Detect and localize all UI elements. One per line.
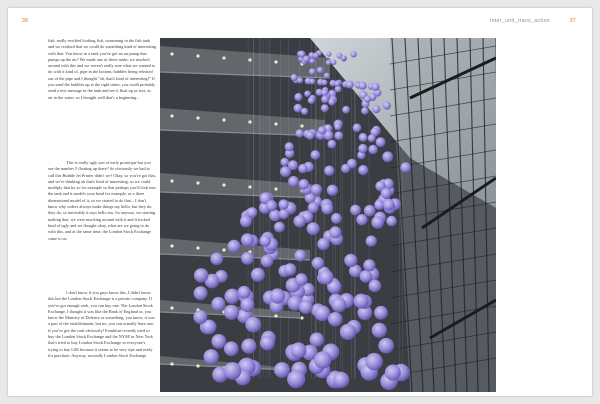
sphere xyxy=(211,334,226,349)
sphere xyxy=(308,97,315,104)
sphere xyxy=(368,145,377,154)
sphere xyxy=(385,365,401,381)
ceiling-light xyxy=(222,118,225,121)
sphere xyxy=(369,280,382,293)
folio-left: 36 xyxy=(22,18,29,24)
sphere xyxy=(296,129,304,137)
sphere xyxy=(310,333,324,347)
body-text-column-2 xyxy=(48,160,156,248)
ceiling-light xyxy=(248,58,251,61)
sphere xyxy=(358,144,367,153)
ceiling-light xyxy=(248,120,251,123)
sphere xyxy=(247,207,258,218)
sphere xyxy=(260,336,275,351)
sphere xyxy=(194,268,208,282)
ceiling-light xyxy=(222,56,225,59)
sphere xyxy=(311,150,321,160)
sphere xyxy=(294,93,302,101)
sphere xyxy=(372,105,380,113)
sphere xyxy=(335,86,342,93)
sphere xyxy=(327,185,338,196)
sphere xyxy=(291,342,307,358)
sphere xyxy=(359,82,367,90)
sphere xyxy=(224,362,242,380)
sphere xyxy=(378,338,394,354)
sphere xyxy=(363,259,375,271)
sphere xyxy=(350,51,356,57)
sphere xyxy=(372,323,387,338)
sphere xyxy=(364,96,371,103)
sphere xyxy=(328,99,335,106)
ceiling-light xyxy=(300,124,303,127)
folio-right: 37 xyxy=(569,18,576,24)
sphere xyxy=(354,294,369,309)
sphere xyxy=(366,353,383,370)
sphere xyxy=(303,55,310,62)
sphere xyxy=(241,252,254,265)
sphere xyxy=(341,164,350,173)
sphere xyxy=(294,250,306,262)
sphere xyxy=(284,263,297,276)
sphere xyxy=(331,59,337,65)
sphere xyxy=(211,297,225,311)
sphere xyxy=(261,255,274,268)
sphere xyxy=(270,288,285,303)
sphere xyxy=(317,67,324,74)
sphere xyxy=(274,362,290,378)
sphere xyxy=(304,91,311,98)
sphere xyxy=(306,131,315,140)
ceiling-light xyxy=(300,316,303,319)
sphere xyxy=(371,216,384,229)
sphere xyxy=(225,289,240,304)
sphere xyxy=(312,257,324,269)
ceiling-light xyxy=(196,364,199,367)
sphere xyxy=(238,286,251,299)
sphere xyxy=(309,78,315,84)
sphere xyxy=(356,214,367,225)
sphere xyxy=(241,233,254,246)
sphere xyxy=(353,123,362,132)
sphere xyxy=(285,142,294,151)
sphere xyxy=(313,53,319,59)
ceiling-light xyxy=(170,52,173,55)
sphere xyxy=(331,213,342,224)
sphere xyxy=(319,270,334,285)
sphere xyxy=(366,236,377,247)
ceiling-light xyxy=(274,60,277,63)
sphere xyxy=(245,317,261,333)
sphere xyxy=(193,310,207,324)
sphere xyxy=(288,160,298,170)
ceiling-light xyxy=(196,246,199,249)
sphere xyxy=(376,137,386,147)
sphere xyxy=(374,200,384,210)
sphere xyxy=(360,270,373,283)
ceiling-light xyxy=(274,122,277,125)
sphere xyxy=(344,254,357,267)
sphere xyxy=(317,238,329,250)
body-paragraph-3: I don't know if you guys know this, I didn't know this but the London Stock Exchange is a private company. If you've got enough cash, you can buy one. The London Stock Exchange, I thought it was like the Bank of England or, you know the Ministry of Defence or something, you know, it was a part of the establishment, but no, you can actually have one, if you've got the cash obviously! Frankfurt recently tried to buy the London Stock Exchange and the NYSE in New York that's tried to buy London Stock Exchange so everyone's trying to buy LSE because it seems to be very ripe and ready for purchase. Anyway, secondly London Stock Exchange xyxy=(48,290,155,358)
sphere xyxy=(334,123,341,130)
ceiling-light xyxy=(222,183,225,186)
sphere xyxy=(287,370,305,388)
sphere xyxy=(318,126,326,134)
atrium-photo-illustration xyxy=(160,38,496,392)
sphere xyxy=(240,298,254,312)
sphere xyxy=(326,52,331,57)
ceiling-light xyxy=(170,244,173,247)
sphere xyxy=(266,200,277,211)
running-title: inter_unit_trans_action xyxy=(490,18,550,24)
sphere xyxy=(371,83,379,91)
sphere xyxy=(259,235,271,247)
sphere xyxy=(301,108,308,115)
sphere xyxy=(360,134,368,142)
sphere xyxy=(334,131,343,140)
atrium-photo xyxy=(160,38,496,392)
ceiling-light xyxy=(170,179,173,182)
sphere xyxy=(364,205,376,217)
sphere xyxy=(291,74,298,81)
sphere xyxy=(321,203,333,215)
sphere xyxy=(194,286,208,300)
sphere xyxy=(382,151,393,162)
sphere xyxy=(322,80,328,86)
sphere xyxy=(311,184,322,195)
sphere xyxy=(279,209,289,219)
sphere xyxy=(331,297,346,312)
ceiling-light xyxy=(170,362,173,365)
sphere xyxy=(224,305,239,320)
ceiling-light xyxy=(196,181,199,184)
sphere xyxy=(400,162,411,173)
sphere xyxy=(383,199,395,211)
sphere xyxy=(309,68,316,75)
ceiling-light xyxy=(170,306,173,309)
sphere xyxy=(281,158,290,167)
sphere xyxy=(361,107,369,115)
ceiling-light xyxy=(196,54,199,57)
sphere xyxy=(307,222,320,235)
sphere xyxy=(358,165,368,175)
sphere xyxy=(288,176,299,187)
sphere xyxy=(308,202,319,213)
sphere xyxy=(333,372,349,388)
sphere xyxy=(346,81,354,89)
sphere xyxy=(321,95,329,103)
sphere xyxy=(328,140,337,149)
sphere xyxy=(299,300,313,314)
sphere xyxy=(278,199,288,209)
body-text-column-3 xyxy=(48,290,156,365)
sphere xyxy=(228,240,241,253)
body-text-column xyxy=(48,38,156,107)
ceiling-light xyxy=(274,314,277,317)
sphere xyxy=(340,324,356,340)
sphere xyxy=(350,205,361,216)
sphere xyxy=(374,306,388,320)
ceiling-light xyxy=(196,116,199,119)
sphere xyxy=(224,341,239,356)
ceiling-light xyxy=(170,114,173,117)
ceiling-light xyxy=(222,248,225,251)
ceiling-light xyxy=(274,187,277,190)
sphere xyxy=(294,215,306,227)
sphere xyxy=(299,179,310,190)
sphere xyxy=(321,104,329,112)
sphere xyxy=(341,55,346,60)
sphere xyxy=(210,253,223,266)
sphere xyxy=(324,166,334,176)
sphere xyxy=(326,60,332,66)
magazine-spread xyxy=(8,8,592,396)
sphere xyxy=(297,77,303,83)
ceiling-light xyxy=(248,185,251,188)
sphere xyxy=(383,102,391,110)
sphere xyxy=(321,89,328,96)
sphere xyxy=(241,339,256,354)
sphere xyxy=(368,134,376,142)
sphere xyxy=(328,312,342,326)
sphere xyxy=(274,222,285,233)
sphere xyxy=(342,106,350,114)
sphere xyxy=(251,268,265,282)
sphere xyxy=(334,81,340,87)
sphere xyxy=(298,164,308,174)
sphere xyxy=(386,216,397,227)
sphere xyxy=(381,188,392,199)
sphere xyxy=(295,273,308,286)
body-paragraph-1: fish, really terrified looking fish, swimming in the fish tank and we realised that we could do something kind of interesting with that. You know in a tank you've got an air pump that pumps up the air? We made one of these tanks, we mucked around with this and we weren't really sure what we wanted to do with it kind of, pipe in the bottom, bubbles being released out of the pipe and I thought "oh, that's kind of interesting!" If you send the bubbles up at the right times, you could probably send a text message in the tank and see it float up as text, as air in the water, so I thought well that's a beginning... xyxy=(48,38,156,100)
sphere xyxy=(204,349,219,364)
body-paragraph-2: This is really ugly sort of early prototype but you see the number 5 floating up there? So obviously we had to call this Bubble Jet Printer didn't we? Okay, so you've got that, and we're thinking oh that's kind of interesting, so we could multiply that by so for example so that perhaps you'd look into the tank and it models your head for example, as a three dimensional model of it, so we started to do that... I don't know why coders always make things say hello, but they do, they do, so inevitably it says hello too. So anyway, we starting making that, we were mucking around with it and it looked kind of ugly and we thought okay, what are we going to do with this, and at the same time, the London Stock Exchange came to us. xyxy=(48,160,156,241)
sphere xyxy=(314,351,331,368)
sphere xyxy=(324,73,330,79)
sphere xyxy=(329,226,341,238)
